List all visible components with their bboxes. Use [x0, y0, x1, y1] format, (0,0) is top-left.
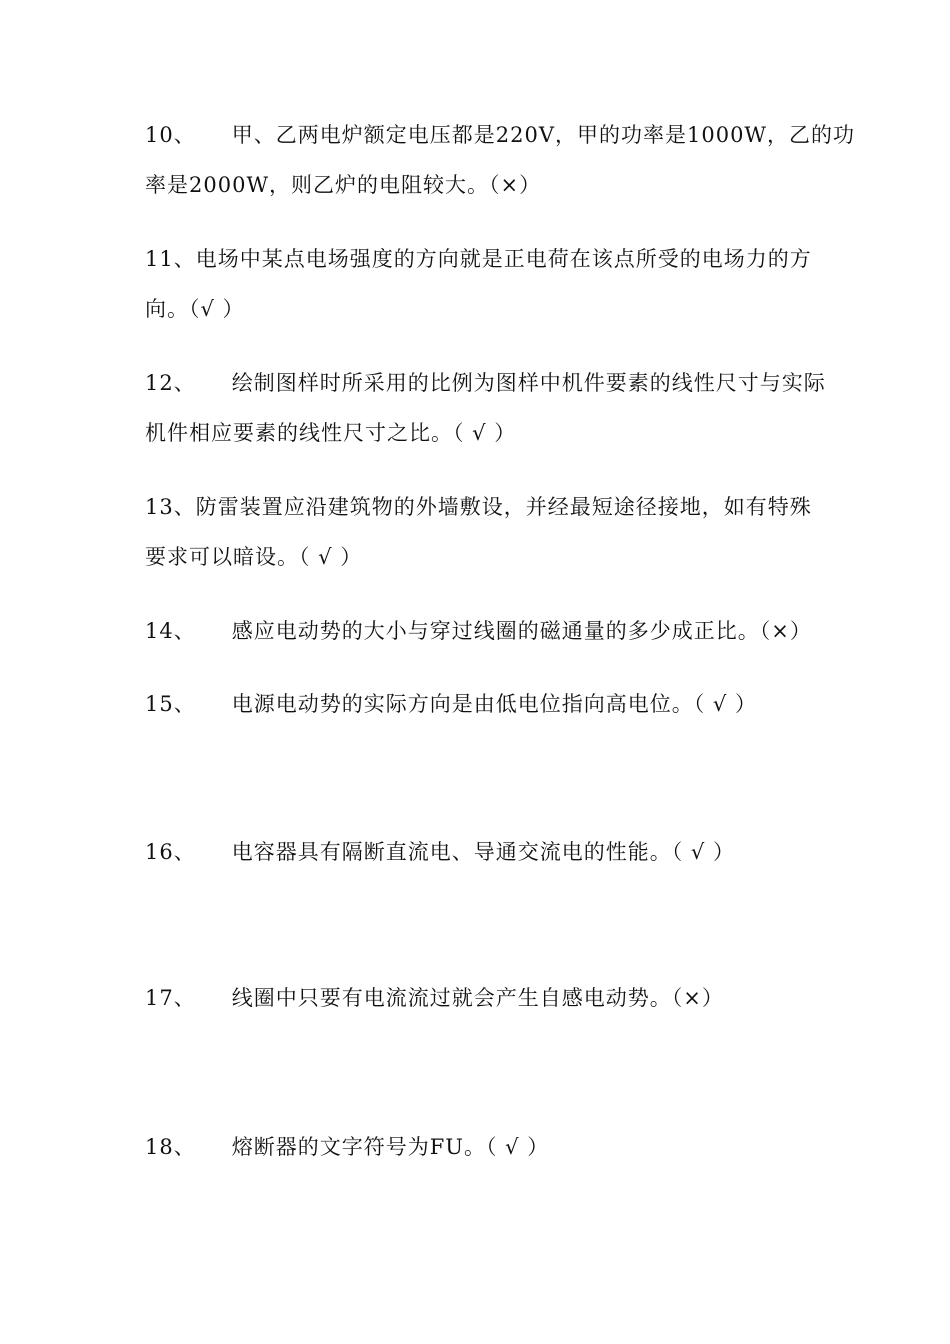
question-13 [145, 482, 825, 582]
question-line [145, 1122, 825, 1172]
question-number: 16、 [145, 840, 196, 864]
question-text: 电源电动势的实际方向是由低电位指向高电位。（ √ ） [231, 692, 757, 716]
question-17 [145, 973, 825, 1023]
question-text: 甲、乙两电炉额定电压都是220V，甲的功率是1000W，乙的功 [231, 123, 856, 147]
question-line: 要求可以暗设。（ √ ） [145, 545, 363, 569]
question-number: 15、 [145, 692, 196, 716]
question-number: 11、 [145, 247, 196, 271]
question-line [145, 679, 825, 729]
question-14 [145, 606, 825, 656]
question-line [145, 973, 825, 1023]
question-text: 绘制图样时所采用的比例为图样中机件要素的线性尺寸与实际 [231, 371, 826, 395]
question-line [145, 234, 825, 284]
question-text: 感应电动势的大小与穿过线圈的磁通量的多少成正比。（×） [231, 619, 812, 643]
question-11 [145, 234, 825, 334]
question-text: 防雷装置应沿建筑物的外墙敷设，并经最短途径接地，如有特殊 [195, 495, 812, 519]
question-line: 向。（√ ） [145, 297, 245, 321]
question-number: 13、 [145, 495, 196, 519]
question-line [145, 110, 856, 160]
question-line [145, 482, 825, 532]
question-16 [145, 827, 825, 877]
question-number: 18、 [145, 1135, 196, 1159]
question-15 [145, 679, 825, 729]
question-line [145, 827, 825, 877]
question-12 [145, 358, 825, 458]
question-line: 机件相应要素的线性尺寸之比。（ √ ） [145, 421, 517, 445]
question-number: 12、 [145, 371, 196, 395]
question-text: 线圈中只要有电流流过就会产生自感电动势。（×） [231, 986, 724, 1010]
question-line: 率是2000W，则乙炉的电阻较大。（×） [145, 173, 542, 197]
question-line [145, 358, 825, 408]
question-line [145, 606, 825, 656]
question-text: 电场中某点电场强度的方向就是正电荷在该点所受的电场力的方 [195, 247, 812, 271]
question-number: 10、 [145, 123, 196, 147]
question-10 [145, 110, 856, 210]
question-text: 熔断器的文字符号为FU。（ √ ） [231, 1135, 550, 1159]
question-18 [145, 1122, 825, 1172]
question-number: 14、 [145, 619, 196, 643]
question-text: 电容器具有隔断直流电、导通交流电的性能。（ √ ） [231, 840, 735, 864]
question-number: 17、 [145, 986, 196, 1010]
